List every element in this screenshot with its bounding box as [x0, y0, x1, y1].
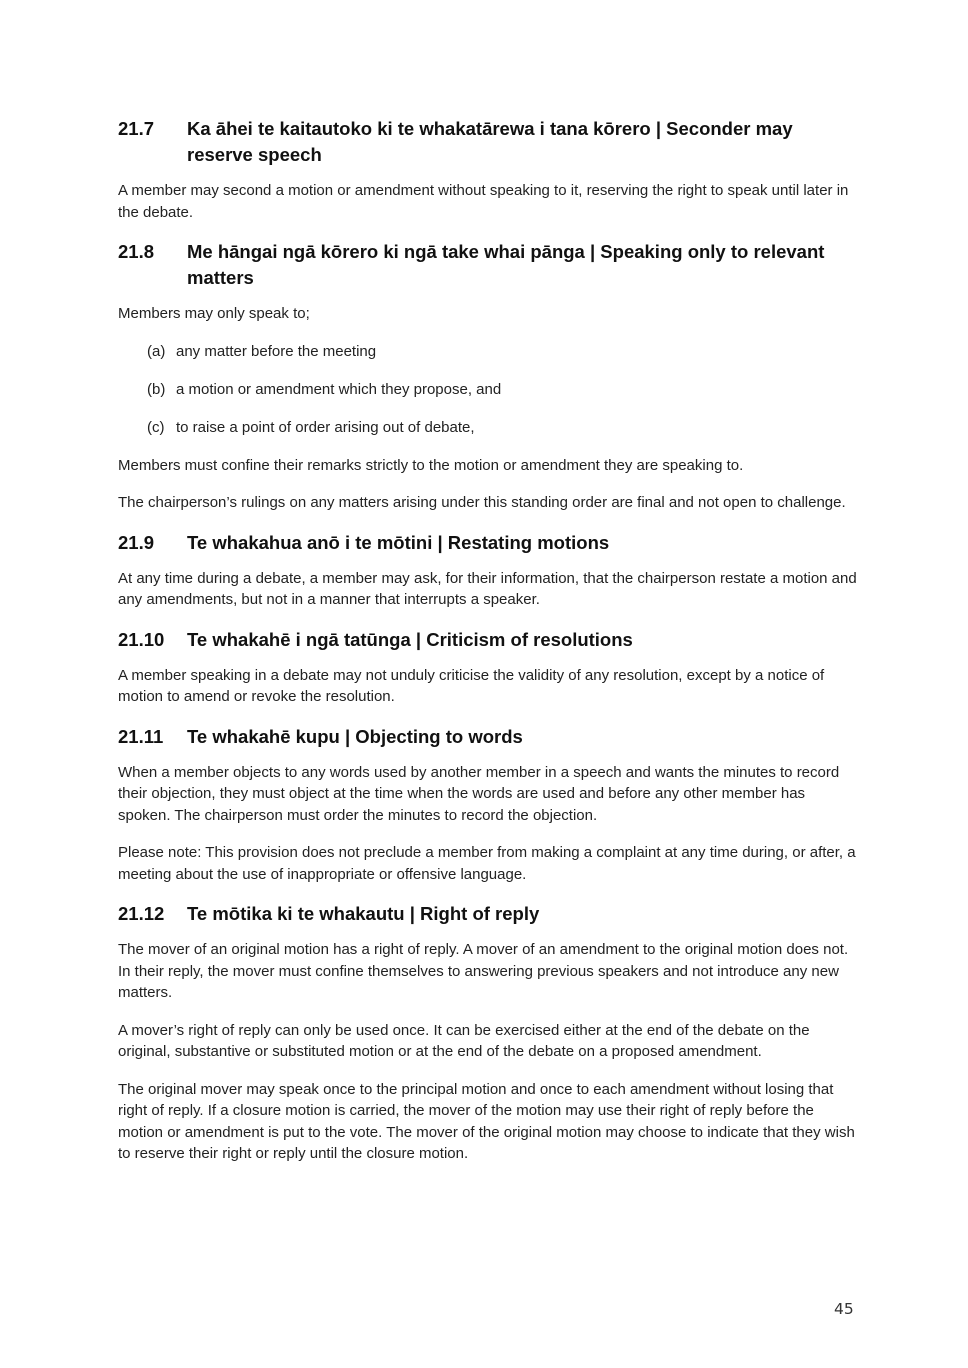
section-21-10: [118, 627, 858, 708]
paragraph: When a member objects to any words used by another member in a speech and wants the minutes to record their objection, they must object at the time when the words are used and before any other member has spoken. The chairperson must order the minutes to record the objection.: [118, 763, 840, 824]
section-21-11: [118, 724, 858, 886]
list-marker: (c): [147, 418, 165, 436]
page-number: 45: [834, 1300, 854, 1318]
section-number: 21.9: [118, 531, 155, 553]
section-21-9: [118, 530, 858, 611]
list-marker: (b): [147, 380, 166, 398]
section-title: Ka āhei te kaitautoko ki te whakatārewa i tana kōrero | Seconder may reserve speech: [187, 118, 793, 165]
list-item: [147, 379, 858, 401]
paragraph: A mover’s right of reply can only be used once. It can be exercised either at the end of the debate on the original, substantive or substituted motion or at the end of the debate on a proposed amendment.: [118, 1021, 810, 1060]
list-item: [147, 341, 858, 363]
section-heading: [118, 530, 858, 556]
paragraph: The mover of an original motion has a right of reply. A mover of an amendment to the original motion does not. In their reply, the mover must confine themselves to answering previous speakers and not introduce any new matters.: [118, 941, 849, 1001]
list-item: [147, 417, 858, 439]
paragraph: Members must confine their remarks strictly to the motion or amendment they are speaking to.: [118, 456, 744, 474]
section-title: Me hāngai ngā kōrero ki ngā take whai pānga | Speaking only to relevant matters: [187, 241, 825, 288]
section-title: Te whakahē i ngā tatūnga | Criticism of resolutions: [187, 628, 633, 650]
section-heading: [118, 116, 858, 168]
list-item-text: to raise a point of order arising out of debate,: [176, 418, 475, 436]
paragraph: Members may only speak to;: [118, 305, 310, 322]
section-heading: [118, 724, 858, 750]
section-number: 21.12: [118, 903, 165, 924]
list-item-text: a motion or amendment which they propose, and: [176, 380, 502, 398]
section-number: 21.8: [118, 241, 155, 262]
paragraph: The chairperson’s rulings on any matters arising under this standing order are final and not open to challenge.: [118, 494, 846, 511]
section-number: 21.10: [118, 628, 165, 650]
list-item-text: any matter before the meeting: [176, 342, 377, 360]
section-title: Te mōtika ki te whakautu | Right of reply: [187, 903, 540, 924]
section-heading: [118, 627, 858, 653]
section-21-8: [118, 239, 858, 514]
section-heading: [118, 901, 858, 927]
document-page: [118, 116, 858, 1181]
section-number: 21.11: [118, 725, 164, 747]
paragraph: Please note: This provision does not preclude a member from making a complaint at any time during, or after, a meeting about the use of inappropriate or offensive language.: [118, 844, 856, 883]
section-title: Te whakahē kupu | Objecting to words: [187, 725, 523, 747]
paragraph: At any time during a debate, a member may ask, for their information, that the chairperson restate a motion and any amendments, but not in a manner that interrupts a speaker.: [118, 569, 857, 608]
paragraph: A member speaking in a debate may not unduly criticise the validity of any resolution, except by a notice of motion to amend or revoke the resolution.: [118, 666, 825, 705]
section-heading: [118, 239, 858, 291]
section-number: 21.7: [118, 118, 155, 139]
lettered-list: [118, 341, 858, 439]
paragraph: A member may second a motion or amendment without speaking to it, reserving the right to speak until later in the debate.: [118, 182, 849, 221]
section-21-7: [118, 116, 858, 223]
section-title: Te whakahua anō i te mōtini | Restating motions: [187, 531, 610, 553]
section-21-12: [118, 901, 858, 1165]
paragraph: The original mover may speak once to the principal motion and once to each amendment without losing that right of reply. If a closure motion is carried, the mover of the motion may use their right of reply before the motion or amendment is put to the vote. The mover of the original motion may choose to indicate that they wish to reserve their right or reply until the closure motion.: [118, 1080, 855, 1162]
list-marker: (a): [147, 342, 166, 360]
